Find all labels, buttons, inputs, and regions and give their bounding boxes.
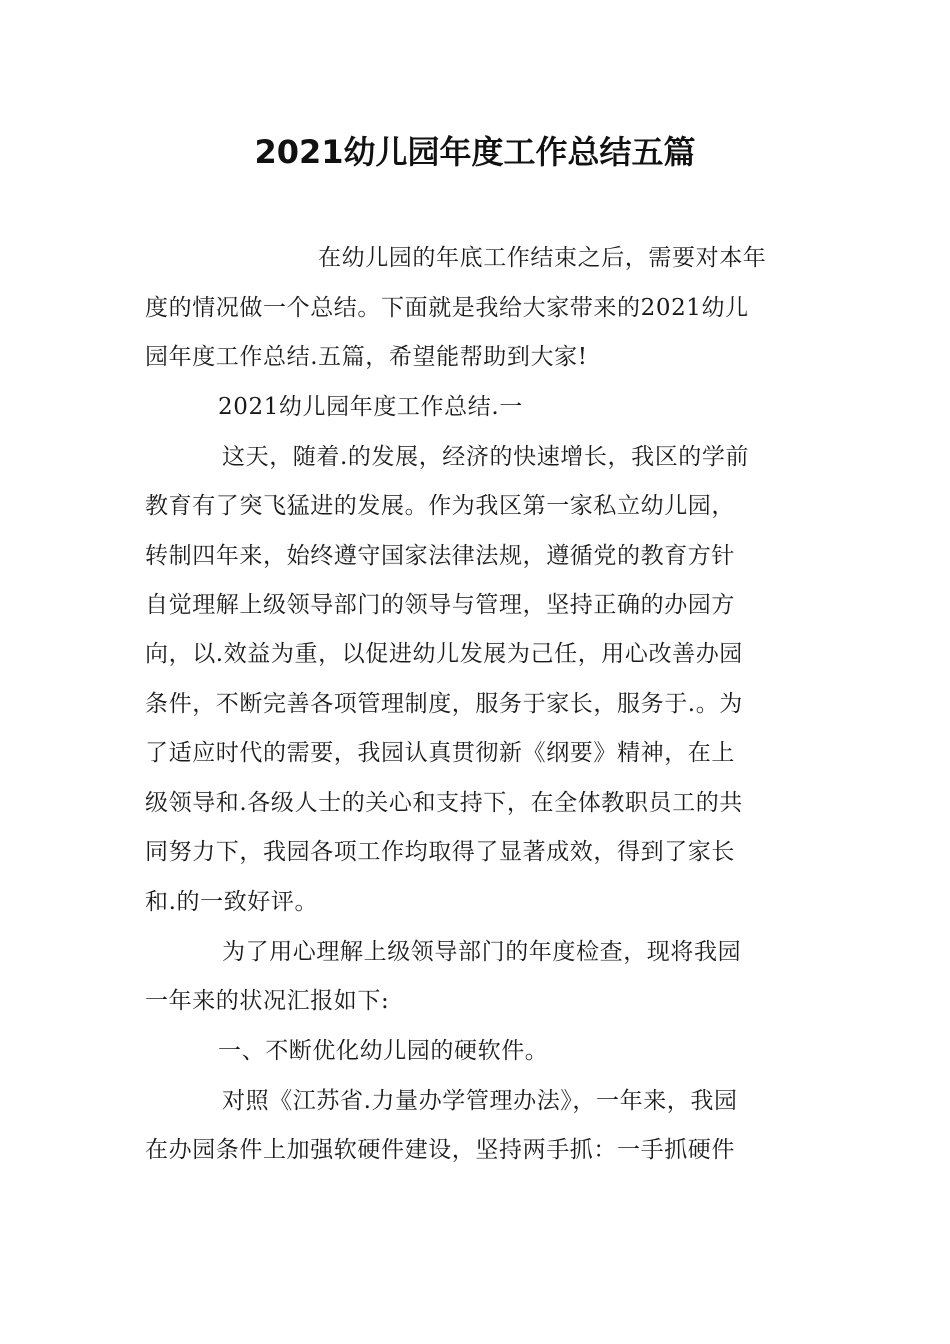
paragraph-line: 了适应时代的需要，我园认真贯彻新《纲要》精神，在上: [145, 740, 735, 766]
section-heading: 2021幼儿园年度工作总结.一: [218, 394, 523, 420]
section-heading: 一、不断优化幼儿园的硬软件。: [218, 1038, 549, 1064]
paragraph-line: 这天，随着.的发展，经济的快速增长，我区的学前: [222, 444, 750, 470]
paragraph-line: 自觉理解上级领导部门的领导与管理，坚持正确的办园方: [145, 592, 735, 618]
paragraph-line: 向，以.效益为重，以促进幼儿发展为己任，用心改善办园: [145, 641, 743, 667]
paragraph-line: 和.的一致好评。: [145, 889, 319, 915]
paragraph-line: 级领导和.各级人士的关心和支持下，在全体教职员工的共: [145, 790, 743, 816]
paragraph-line: 园年度工作总结.五篇，希望能帮助到大家!: [145, 344, 588, 370]
document-title: 2021幼儿园年度工作总结五篇: [254, 133, 696, 171]
paragraph-line: 同努力下，我园各项工作均取得了显著成效，得到了家长: [145, 839, 735, 865]
paragraph-line: 条件，不断完善各项管理制度，服务于家长，服务于.。为: [145, 691, 743, 717]
paragraph-line: 为了用心理解上级领导部门的年度检查，现将我园: [222, 939, 742, 965]
paragraph-line: 度的情况做一个总结。下面就是我给大家带来的2021幼儿: [145, 295, 749, 321]
paragraph-line: 教育有了突飞猛进的发展。作为我区第一家私立幼儿园，: [145, 493, 735, 519]
paragraph-line: 一年来的状况汇报如下:: [145, 988, 390, 1014]
paragraph-line: 在幼儿园的年底工作结束之后，需要对本年: [318, 245, 767, 271]
paragraph-line: 对照《江苏省.力量办学管理办法》，一年来，我园: [222, 1088, 738, 1114]
paragraph-line: 在办园条件上加强软硬件建设，坚持两手抓：一手抓硬件: [145, 1137, 735, 1163]
paragraph-line: 转制四年来，始终遵守国家法律法规，遵循党的教育方针: [145, 543, 735, 569]
